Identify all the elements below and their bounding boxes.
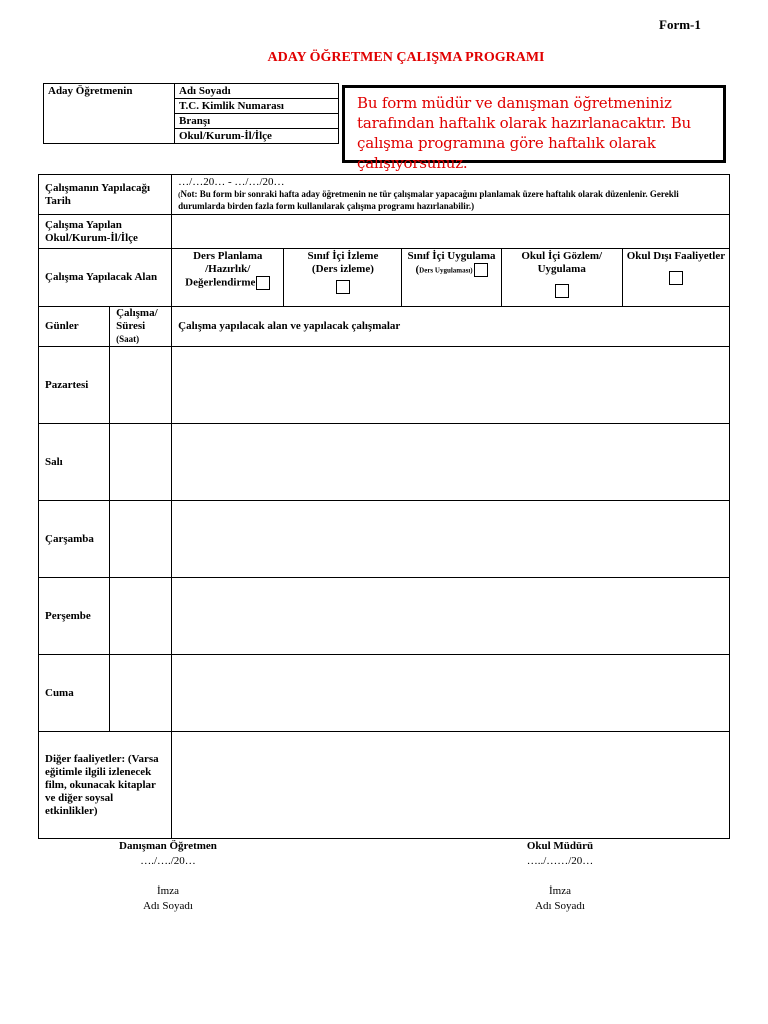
- field-name-label: Adı Soyadı: [175, 84, 339, 99]
- other-activities-label: Diğer faaliyetler: (Varsa eğitimle ilgili izlenecek film, okunacak kitaplar ve diğer soysal etkinlikler): [39, 732, 172, 839]
- col-duration-unit: (Saat): [116, 334, 140, 344]
- area-planning-label: Ders Planlama /Hazırlık/ Değerlendirme: [185, 250, 263, 289]
- area-practice: [402, 249, 501, 307]
- principal-date: …../……/20…: [526, 855, 594, 867]
- col-duration-header: [110, 307, 172, 347]
- duration-thursday[interactable]: [110, 578, 172, 655]
- area-observation: [284, 249, 402, 307]
- other-activities-input[interactable]: [172, 732, 730, 839]
- notice-box: Bu form müdür ve danışman öğretmeniniz tarafından haftalık olarak hazırlanacaktır. Bu çalışma programına göre haftalık olarak çalışıyorsunuz.: [342, 85, 726, 163]
- principal-signature-block: [480, 839, 640, 914]
- duration-monday[interactable]: [110, 347, 172, 424]
- area-school-observation: [501, 249, 622, 307]
- area-planning: [172, 249, 284, 307]
- day-tuesday: Salı: [39, 424, 110, 501]
- advisor-title: Danışman Öğretmen: [119, 840, 217, 852]
- area-external: [622, 249, 729, 307]
- schedule-table: [38, 174, 730, 839]
- advisor-signature-block: [88, 839, 248, 914]
- work-wednesday[interactable]: [172, 501, 730, 578]
- duration-wednesday[interactable]: [110, 501, 172, 578]
- area-external-label: Okul Dışı Faaliyetler: [626, 250, 726, 262]
- day-wednesday: Çarşamba: [39, 501, 110, 578]
- location-input[interactable]: [172, 215, 730, 249]
- duration-tuesday[interactable]: [110, 424, 172, 501]
- field-id-label: T.C. Kimlik Numarası: [175, 99, 339, 114]
- date-range: …/…20… - …/…/20…: [178, 176, 285, 188]
- field-branch-label: Branşı: [175, 114, 339, 129]
- schedule-note: Not: Bu form bir sonraki hafta aday öğretmenin ne tür çalışmalar yapacağını planlamak üzere haftalık olarak düzenlenir. Gerekli durumlarda birden fazla form kullanılarak çalışma programı hazırlanabilir.): [178, 189, 679, 211]
- location-label: Çalışma Yapılan Okul/Kurum-İl/İlçe: [39, 215, 172, 249]
- day-monday: Pazartesi: [39, 347, 110, 424]
- area-practice-checkbox[interactable]: [474, 263, 488, 277]
- col-duration-label: Çalışma/ Süresi: [116, 307, 158, 332]
- work-thursday[interactable]: [172, 578, 730, 655]
- table-row: [39, 424, 730, 501]
- day-friday: Cuma: [39, 655, 110, 732]
- table-row: [39, 501, 730, 578]
- form-number: Form-1: [659, 17, 701, 32]
- area-practice-sub: Ders Uygulaması): [419, 266, 473, 275]
- table-row: [39, 655, 730, 732]
- area-external-checkbox[interactable]: [669, 271, 683, 285]
- col-days-header: Günler: [39, 307, 110, 347]
- area-planning-checkbox[interactable]: [256, 276, 270, 290]
- field-school-label: Okul/Kurum-İl/İlçe: [175, 129, 339, 144]
- candidate-info-table: [43, 83, 339, 144]
- page-title: ADAY ÖĞRETMEN ÇALIŞMA PROGRAMI: [267, 50, 545, 65]
- date-label: Çalışmanın Yapılacağı Tarih: [39, 175, 172, 215]
- col-work-header: Çalışma yapılacak alan ve yapılacak çalışmalar: [172, 307, 730, 347]
- area-practice-sub-open: (: [415, 263, 420, 276]
- advisor-name: Adı Soyadı: [143, 900, 193, 912]
- advisor-date: …./…./20…: [140, 855, 196, 867]
- area-label: Çalışma Yapılacak Alan: [39, 249, 172, 307]
- work-monday[interactable]: [172, 347, 730, 424]
- work-tuesday[interactable]: [172, 424, 730, 501]
- area-school-observation-checkbox[interactable]: [555, 284, 569, 298]
- advisor-sign: İmza: [157, 885, 179, 897]
- table-row: [39, 732, 730, 839]
- day-thursday: Perşembe: [39, 578, 110, 655]
- area-observation-checkbox[interactable]: [336, 280, 350, 294]
- date-cell[interactable]: [172, 175, 730, 215]
- work-friday[interactable]: [172, 655, 730, 732]
- duration-friday[interactable]: [110, 655, 172, 732]
- principal-title: Okul Müdürü: [526, 840, 594, 852]
- area-practice-label: Sınıf İçi Uygulama: [407, 250, 496, 262]
- table-row: [39, 347, 730, 424]
- candidate-label: Aday Öğretmenin: [44, 84, 175, 144]
- area-observation-label: Sınıf İçi İzleme: [307, 250, 379, 262]
- area-observation-sub: (Ders izleme): [311, 263, 374, 275]
- principal-name: Adı Soyadı: [535, 900, 585, 912]
- note-open-paren: (: [178, 191, 181, 199]
- table-row: [39, 578, 730, 655]
- area-school-observation-label: Okul İçi Gözlem/ Uygulama: [521, 250, 603, 275]
- principal-sign: İmza: [549, 885, 571, 897]
